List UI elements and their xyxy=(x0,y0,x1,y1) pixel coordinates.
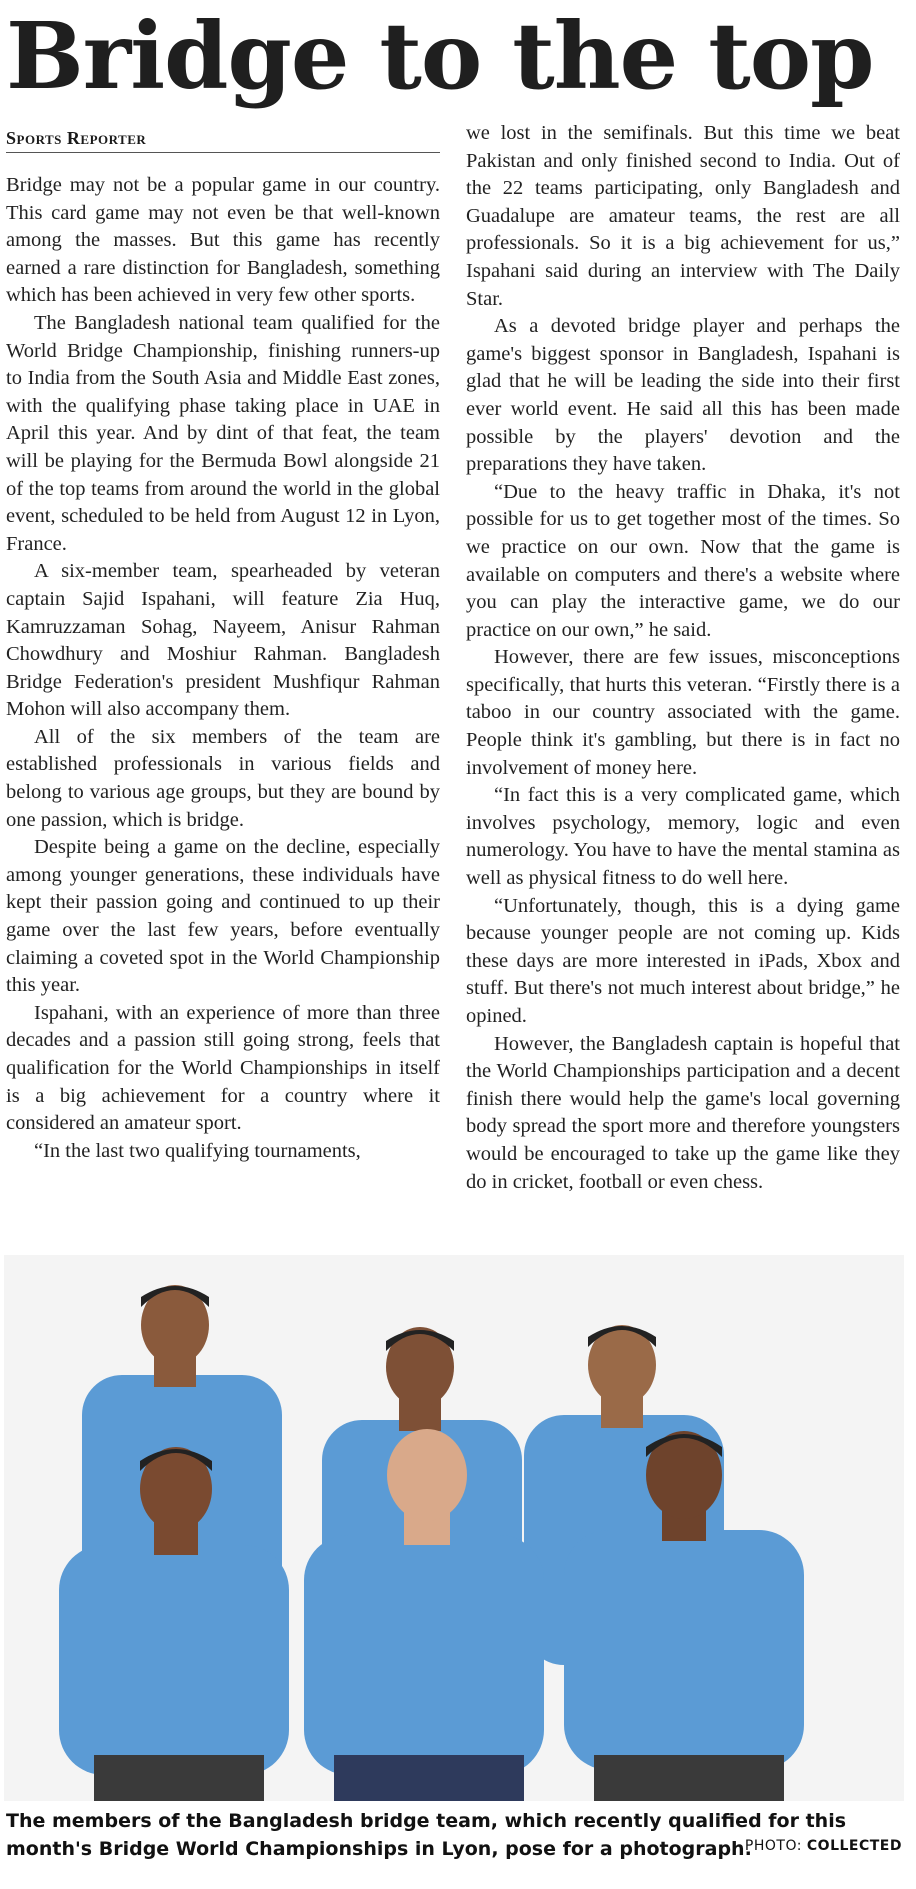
photo-credit xyxy=(745,1838,902,1854)
paragraph: A six-member team, spearheaded by veteran captain Sajid Ispahani, will feature Zia Huq, Kamruzzaman Sohag, Nayeem, Anisur Rahman Chowdhury and Moshiur Rahman. Bangladesh Bridge Federation's president Mushfiqur Rahman Mohon will also accompany them. xyxy=(6,560,440,721)
paragraph: All of the six members of the team are established professionals in various fields and belong to various age groups, but they are bound by one passion, which is bridge. xyxy=(6,725,440,831)
paragraph: Bridge may not be a popular game in our country. This card game may not even be that well-known among the masses. But this game has recently earned a rare distinction for Bangladesh, something which has been achieved in very few other sports. xyxy=(6,174,440,307)
photo-credit-source: COLLECTED xyxy=(806,1838,902,1854)
paragraph: “Unfortunately, though, this is a dying game because younger people are not coming up. Kids these days are more interested in iPads, Xbox and stuff. But there's not much interest about bridge,” he opined. xyxy=(466,894,900,1027)
headline: Bridge to the top xyxy=(6,2,874,110)
paragraph: Ispahani, with an experience of more than three decades and a passion still going strong, feels that qualification for the World Championships in itself is a big achievement for a country where it considered an amateur sport. xyxy=(6,1001,440,1135)
paragraph: As a devoted bridge player and perhaps the game's biggest sponsor in Bangladesh, Ispahani is glad that he will be leading the side into their first ever world event. He said all this has been made possible by the players' devotion and the preparations they have taken. xyxy=(466,315,900,476)
paragraph: However, there are few issues, misconceptions specifically, that hurts this veteran. “Firstly there is a taboo in our country associated with the game. People think it's gambling, but there is in fact no involvement of money here. xyxy=(466,646,900,779)
team-photo xyxy=(4,1255,904,1801)
photo-credit-label: PHOTO: xyxy=(744,1838,802,1854)
paragraph: “In fact this is a very complicated game, which involves psychology, memory, logic and even numerology. You have to have the mental stamina as well as physical fitness to do well here. xyxy=(466,784,900,890)
photo-caption: The members of the Bangladesh bridge team, which recently qualified for this month's Bridge World Championships in Lyon, pose for a photograph. xyxy=(6,1810,847,1860)
paragraph: we lost in the semifinals. But this time we beat Pakistan and only finished second to India. Out of the 22 teams participating, only Bangladesh and Guadalupe are amateur teams, the rest are all professionals. So it is a big achievement for us,” Ispahani said during an interview with The Daily Star. xyxy=(466,122,900,310)
paragraph: “In the last two qualifying tournaments, xyxy=(34,1139,361,1162)
paragraph: “Due to the heavy traffic in Dhaka, it's not possible for us to get together most of the times. So we practice on our own. Now that the game is available on computers and there's a website where you can play the interactive game, we do our practice on our own,” he said. xyxy=(466,480,900,641)
article-column-2 xyxy=(466,120,900,1196)
paragraph: Despite being a game on the decline, especially among younger generations, these individuals have kept their passion going and continued to up their game over the last few years, before eventually claiming a coveted spot in the World Championship this year. xyxy=(6,836,440,997)
team-photo-illustration xyxy=(4,1255,904,1801)
article-column-1 xyxy=(6,172,440,1165)
paragraph: The Bangladesh national team qualified for the World Bridge Championship, finishing runners-up to India from the South Asia and Middle East zones, with the qualifying phase taking place in UAE in April this year. And by dint of that feat, the team will be playing for the Bermuda Bowl alongside 21 of the top teams from around the world in the global event, scheduled to be held from August 12 in Lyon, France. xyxy=(6,311,440,555)
byline: Sports Reporter xyxy=(6,128,440,153)
paragraph: However, the Bangladesh captain is hopeful that the World Championships participation and a decent finish there would help the game's local governing body spread the sport more and therefore youngsters would be encouraged to take up the game like they do in cricket, football or even chess. xyxy=(466,1032,900,1193)
